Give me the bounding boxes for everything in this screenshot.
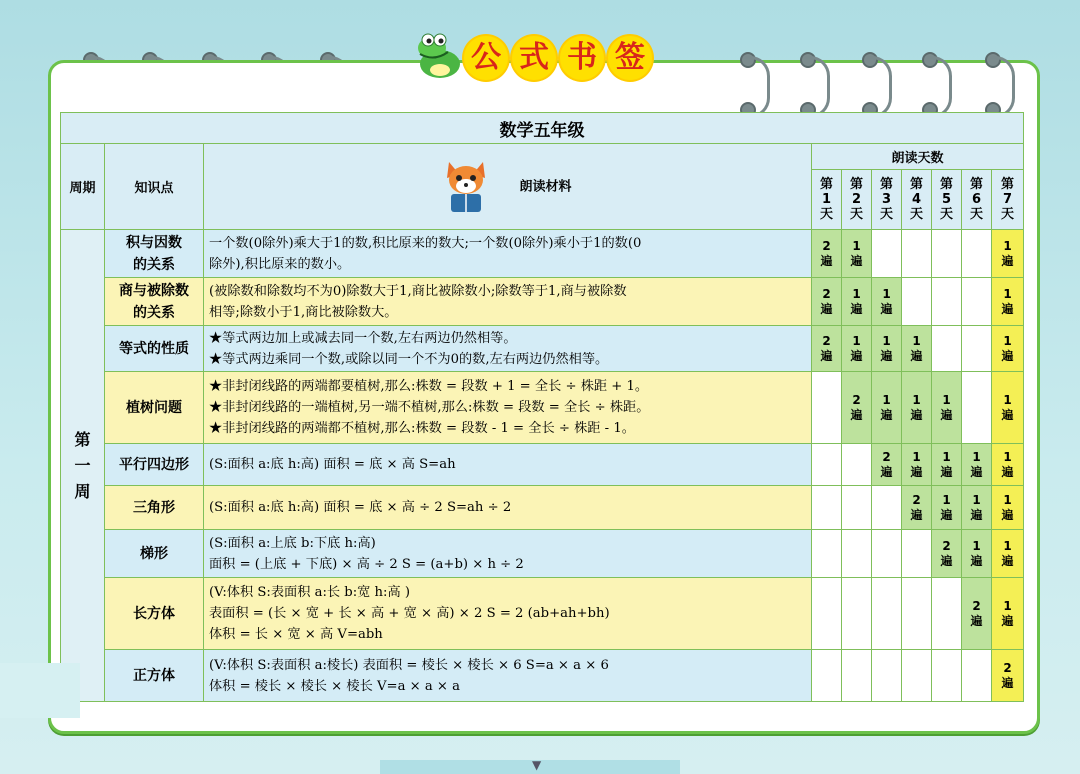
day-cell xyxy=(842,578,872,650)
day-cell xyxy=(902,578,932,650)
table-row xyxy=(61,230,1024,278)
repeat-count: 1遍 xyxy=(1001,538,1014,568)
day-cell xyxy=(962,326,992,372)
day-cell xyxy=(992,578,1024,650)
day-cell xyxy=(962,530,992,578)
day-cell xyxy=(812,530,842,578)
day-cell xyxy=(992,650,1024,702)
day-label: 第 1 天 xyxy=(812,170,842,230)
day-cell xyxy=(902,326,932,372)
day-cell xyxy=(872,230,902,278)
repeat-count: 2遍 xyxy=(880,449,893,479)
material-cell xyxy=(204,530,812,578)
material-cell xyxy=(204,486,812,530)
period-char: 第 xyxy=(74,429,91,449)
topic-text: 梯形 xyxy=(140,545,168,562)
repeat-count: 1遍 xyxy=(850,286,863,316)
topic-cell xyxy=(105,578,204,650)
day-cell xyxy=(902,444,932,486)
table-row xyxy=(61,486,1024,530)
topic-cell xyxy=(105,230,204,278)
repeat-count: 1遍 xyxy=(1001,598,1014,628)
material-line: (被除数和除数均不为0)除数大于1,商比被除数小;除数等于1,商与被除数 xyxy=(209,283,627,299)
header-topic: 知识点 xyxy=(105,144,204,230)
table-row xyxy=(61,326,1024,372)
day-cell xyxy=(872,650,902,702)
day-cell xyxy=(992,326,1024,372)
day-cell xyxy=(962,650,992,702)
repeat-count: 2遍 xyxy=(820,333,833,363)
day-cell xyxy=(932,530,962,578)
repeat-count: 1遍 xyxy=(850,238,863,268)
topic-cell xyxy=(105,486,204,530)
day-cell xyxy=(812,444,842,486)
topic-text: 的关系 xyxy=(133,256,175,273)
fox-reading-icon xyxy=(443,158,489,216)
material-line: 相等;除数小于1,商比被除数大。 xyxy=(209,304,398,320)
repeat-count: 1遍 xyxy=(880,333,893,363)
day-cell xyxy=(812,650,842,702)
spiral-ring-icon xyxy=(990,56,1015,118)
period-cell xyxy=(61,230,105,702)
material-line: ★非封闭线路的两端都要植树,那么:株数 = 段数 + 1 = 全长 ÷ 株距 + 1。 xyxy=(209,379,649,394)
repeat-count: 1遍 xyxy=(970,538,983,568)
repeat-count: 1遍 xyxy=(970,449,983,479)
day-cell xyxy=(932,278,962,326)
day-cell xyxy=(872,486,902,530)
spiral-ring-icon xyxy=(927,56,952,118)
material-cell xyxy=(204,372,812,444)
day-cell xyxy=(842,326,872,372)
topic-text: 平行四边形 xyxy=(119,456,189,473)
header-days: 朗读天数 xyxy=(812,144,1024,170)
repeat-count: 2遍 xyxy=(970,598,983,628)
header-material xyxy=(204,144,812,230)
banner-char: 书 xyxy=(560,36,604,80)
repeat-count: 2遍 xyxy=(940,538,953,568)
repeat-count: 1遍 xyxy=(1001,392,1014,422)
table-row xyxy=(61,444,1024,486)
topic-text: 植树问题 xyxy=(126,399,182,416)
chevron-down-icon[interactable]: ▼ xyxy=(532,758,542,772)
day-cell xyxy=(872,530,902,578)
repeat-count: 1遍 xyxy=(940,449,953,479)
bottom-scroll-bar[interactable] xyxy=(380,760,680,774)
period-char: 周 xyxy=(74,481,91,501)
day-cell xyxy=(872,444,902,486)
material-line: (V:体积 S:表面积 a:棱长) 表面积 = 棱长 × 棱长 × 6 S=a × a × 6 xyxy=(209,657,609,673)
day-cell xyxy=(872,326,902,372)
day-cell xyxy=(992,530,1024,578)
material-cell xyxy=(204,326,812,372)
day-cell xyxy=(962,278,992,326)
repeat-count: 1遍 xyxy=(880,392,893,422)
day-cell xyxy=(962,578,992,650)
material-line: 表面积 = (长 × 宽 + 长 × 高 + 宽 × 高) × 2 S = 2 (ab+ah+bh) xyxy=(209,606,610,621)
day-cell xyxy=(842,278,872,326)
day-cell xyxy=(932,486,962,530)
day-cell xyxy=(932,578,962,650)
banner-char: 公 xyxy=(464,36,508,80)
bookmark-banner xyxy=(464,30,652,86)
repeat-count: 1遍 xyxy=(910,333,923,363)
day-cell xyxy=(902,650,932,702)
day-label: 第 4 天 xyxy=(902,170,932,230)
day-label: 第 6 天 xyxy=(962,170,992,230)
day-cell xyxy=(962,372,992,444)
material-line: ★非封闭线路的一端植树,另一端不植树,那么:株数 = 段数 = 全长 ÷ 株距。 xyxy=(209,400,650,415)
day-cell xyxy=(902,486,932,530)
topic-cell xyxy=(105,650,204,702)
material-line: 面积 = (上底 + 下底) × 高 ÷ 2 S = (a+b) × h ÷ 2 xyxy=(209,556,524,572)
day-cell xyxy=(842,230,872,278)
material-line: 体积 = 棱长 × 棱长 × 棱长 V=a × a × a xyxy=(209,678,461,694)
spiral-ring-icon xyxy=(745,56,770,118)
material-line: ★等式两边乘同一个数,或除以同一个不为0的数,左右两边仍然相等。 xyxy=(209,351,609,367)
formula-table xyxy=(60,112,1024,702)
topic-text: 三角形 xyxy=(133,499,175,516)
repeat-count: 1遍 xyxy=(1001,238,1014,268)
repeat-count: 1遍 xyxy=(1001,492,1014,522)
repeat-count: 1遍 xyxy=(910,449,923,479)
day-cell xyxy=(872,278,902,326)
table-row xyxy=(61,530,1024,578)
side-tab xyxy=(0,663,80,718)
day-cell xyxy=(992,372,1024,444)
material-line: ★非封闭线路的两端都不植树,那么:株数 = 段数 - 1 = 全长 ÷ 株距 - 1。 xyxy=(209,421,635,436)
material-line: (S:面积 a:底 h:高) 面积 = 底 × 高 ÷ 2 S=ah ÷ 2 xyxy=(209,500,512,515)
crocodile-mascot-icon xyxy=(410,26,470,86)
material-cell xyxy=(204,444,812,486)
day-cell xyxy=(932,326,962,372)
day-cell xyxy=(932,230,962,278)
repeat-count: 1遍 xyxy=(970,492,983,522)
repeat-count: 1遍 xyxy=(880,286,893,316)
day-cell xyxy=(962,444,992,486)
topic-text: 正方体 xyxy=(133,667,175,684)
material-cell xyxy=(204,230,812,278)
day-cell xyxy=(992,486,1024,530)
day-cell xyxy=(842,372,872,444)
day-cell xyxy=(872,372,902,444)
material-cell xyxy=(204,650,812,702)
material-cell xyxy=(204,578,812,650)
topic-text: 积与因数 xyxy=(126,234,182,251)
day-cell xyxy=(902,278,932,326)
banner-char: 式 xyxy=(512,36,556,80)
day-cell xyxy=(902,530,932,578)
period-char: 一 xyxy=(74,455,91,475)
material-line: (S:面积 a:上底 b:下底 h:高) xyxy=(209,535,376,551)
day-cell xyxy=(842,486,872,530)
repeat-count: 2遍 xyxy=(1001,660,1014,690)
day-cell xyxy=(932,372,962,444)
topic-text: 的关系 xyxy=(133,304,175,321)
material-cell xyxy=(204,278,812,326)
spiral-ring-icon xyxy=(805,56,830,118)
day-cell xyxy=(812,326,842,372)
day-label: 第 5 天 xyxy=(932,170,962,230)
day-cell xyxy=(992,444,1024,486)
day-label: 第 3 天 xyxy=(872,170,902,230)
day-cell xyxy=(842,650,872,702)
repeat-count: 1遍 xyxy=(850,333,863,363)
header-period: 周期 xyxy=(61,144,105,230)
material-line: (S:面积 a:底 h:高) 面积 = 底 × 高 S=ah xyxy=(209,457,456,472)
day-cell xyxy=(812,578,842,650)
day-cell xyxy=(962,230,992,278)
table-row xyxy=(61,372,1024,444)
topic-text: 商与被除数 xyxy=(119,282,189,299)
topic-text: 长方体 xyxy=(133,605,175,622)
header-material-label: 朗读材料 xyxy=(519,179,572,194)
day-label: 第 2 天 xyxy=(842,170,872,230)
repeat-count: 2遍 xyxy=(850,392,863,422)
day-cell xyxy=(842,530,872,578)
material-line: ★等式两边加上或减去同一个数,左右两边仍然相等。 xyxy=(209,330,517,346)
repeat-count: 2遍 xyxy=(820,238,833,268)
repeat-count: 1遍 xyxy=(940,392,953,422)
day-label: 第 7 天 xyxy=(992,170,1024,230)
repeat-count: 1遍 xyxy=(910,392,923,422)
day-cell xyxy=(992,230,1024,278)
banner-char: 签 xyxy=(608,36,652,80)
table-title: 数学五年级 xyxy=(61,113,1024,144)
day-cell xyxy=(812,230,842,278)
day-cell xyxy=(932,650,962,702)
table-row xyxy=(61,278,1024,326)
repeat-count: 2遍 xyxy=(820,286,833,316)
topic-cell xyxy=(105,278,204,326)
material-line: 一个数(0除外)乘大于1的数,积比原来的数大;一个数(0除外)乘小于1的数(0 xyxy=(209,235,642,251)
material-line: 体积 = 长 × 宽 × 高 V=abh xyxy=(209,627,383,642)
day-cell xyxy=(812,278,842,326)
repeat-count: 2遍 xyxy=(910,492,923,522)
day-cell xyxy=(872,578,902,650)
repeat-count: 1遍 xyxy=(1001,333,1014,363)
day-cell xyxy=(902,372,932,444)
day-cell xyxy=(992,278,1024,326)
material-line: 除外),积比原来的数小。 xyxy=(209,256,351,272)
topic-cell xyxy=(105,372,204,444)
table-row xyxy=(61,650,1024,702)
topic-cell xyxy=(105,530,204,578)
day-cell xyxy=(932,444,962,486)
spiral-ring-icon xyxy=(867,56,892,118)
repeat-count: 1遍 xyxy=(1001,449,1014,479)
topic-cell xyxy=(105,326,204,372)
topic-text: 等式的性质 xyxy=(119,340,189,357)
topic-cell xyxy=(105,444,204,486)
material-line: (V:体积 S:表面积 a:长 b:宽 h:高 ) xyxy=(209,585,410,600)
repeat-count: 1遍 xyxy=(1001,286,1014,316)
table-row xyxy=(61,578,1024,650)
day-cell xyxy=(902,230,932,278)
day-cell xyxy=(812,486,842,530)
day-cell xyxy=(812,372,842,444)
repeat-count: 1遍 xyxy=(940,492,953,522)
day-cell xyxy=(842,444,872,486)
day-cell xyxy=(962,486,992,530)
